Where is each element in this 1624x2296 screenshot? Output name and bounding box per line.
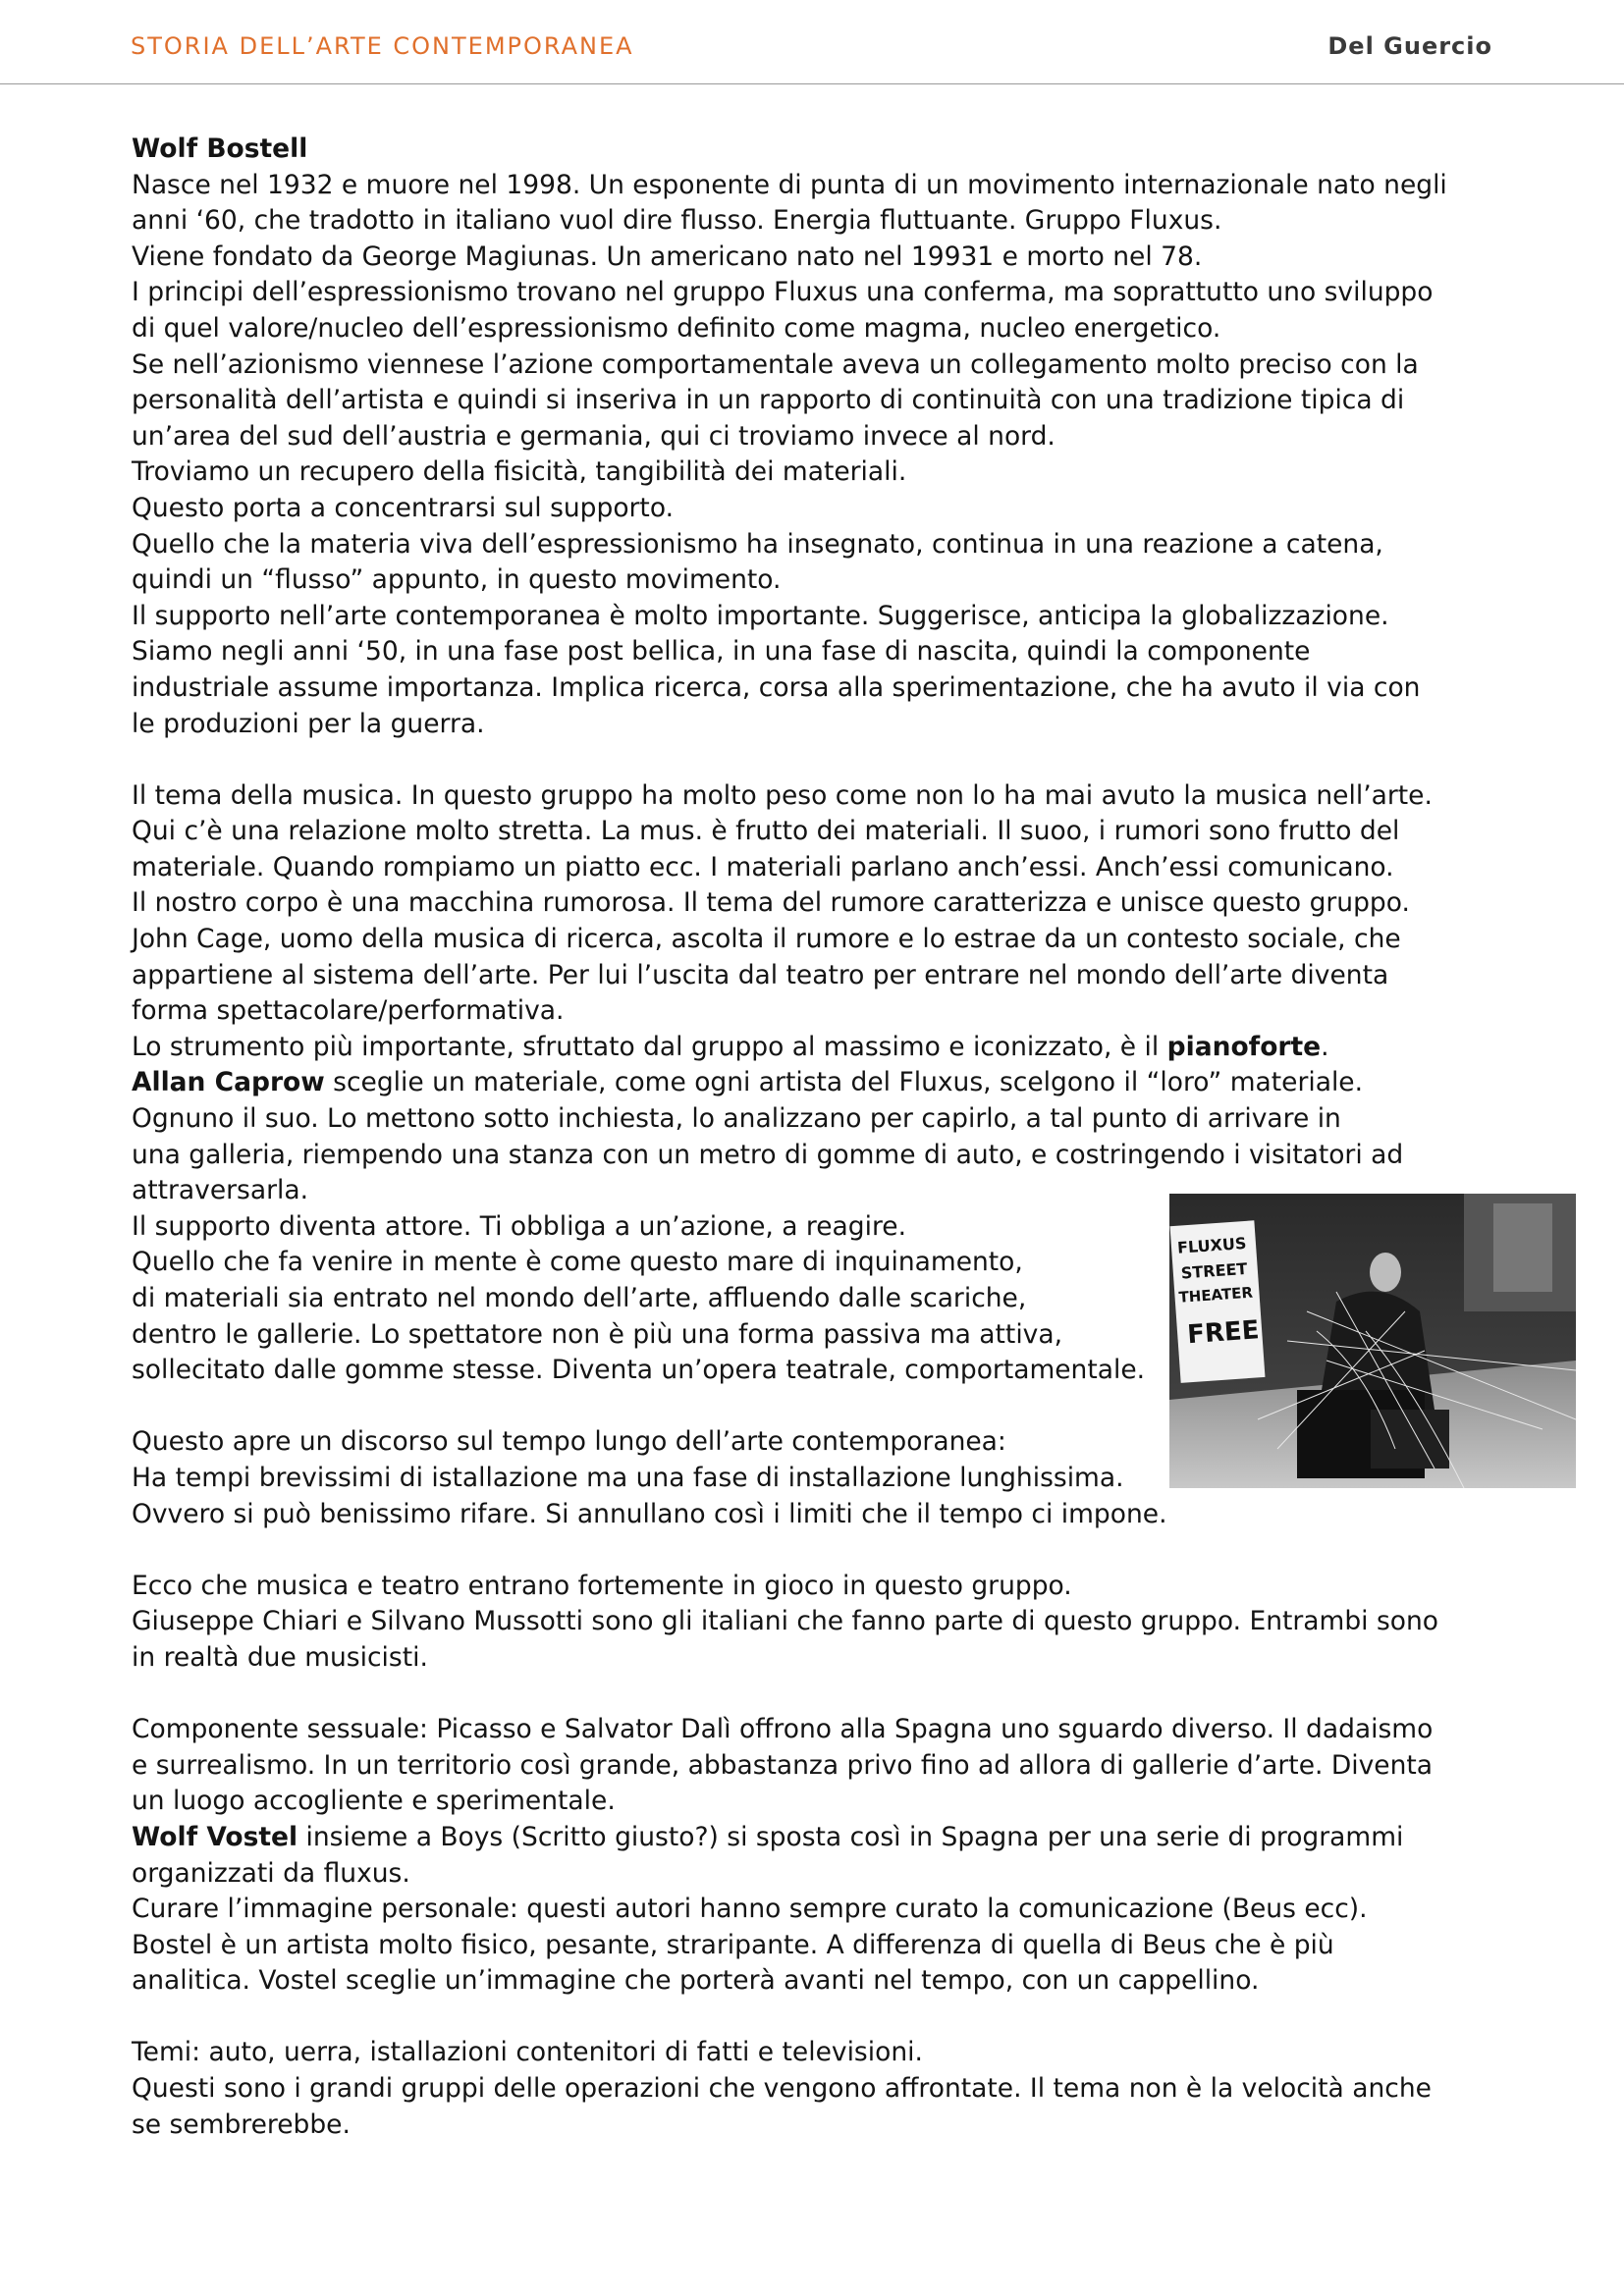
text-line: Ha tempi brevissimi di istallazione ma una fase di installazione lunghissima. bbox=[132, 1462, 1124, 1493]
text-line: Troviamo un recupero della fisicità, tangibilità dei materiali. bbox=[132, 456, 907, 488]
text-line: Wolf Vostel insieme a Boys (Scritto giusto?) si sposta così in Spagna per una serie di programmi bbox=[132, 1821, 1404, 1852]
text-line: Se nell’azionismo viennese l’azione comportamentale aveva un collegamento molto preciso con la bbox=[132, 348, 1419, 380]
text-line: Questi sono i grandi gruppi delle operazioni che vengono affrontate. Il tema non è la velocità anche bbox=[132, 2073, 1432, 2105]
text-line: se sembrerebbe. bbox=[132, 2109, 351, 2140]
text-line: Il tema della musica. In questo gruppo ha molto peso come non lo ha mai avuto la musica nell’arte. bbox=[132, 779, 1433, 811]
text-line: Bostel è un artista molto fisico, pesante, straripante. A differenza di quella di Beus che è più bbox=[132, 1929, 1334, 1960]
text-line: di quel valore/nucleo dell’espressionismo definito come magma, nucleo energetico. bbox=[132, 312, 1221, 344]
text-line: forma spettacolare/performativa. bbox=[132, 995, 565, 1027]
text-line: Siamo negli anni ‘50, in una fase post bellica, in una fase di nascita, quindi la componente bbox=[132, 636, 1311, 667]
svg-text:FREE: FREE bbox=[1186, 1315, 1261, 1351]
text-line: Quello che la materia viva dell’espressionismo ha insegnato, continua in una reazione a catena, bbox=[132, 528, 1383, 560]
text-line: Curare l’immagine personale: questi autori hanno sempre curato la comunicazione (Beus ecc). bbox=[132, 1894, 1368, 1925]
svg-text:THEATER: THEATER bbox=[1177, 1283, 1254, 1307]
author-name: Del Guercio bbox=[1327, 32, 1492, 60]
svg-text:FLUXUS: FLUXUS bbox=[1176, 1233, 1247, 1257]
text-line: dentro le gallerie. Lo spettatore non è più una forma passiva ma attiva, bbox=[132, 1318, 1063, 1350]
text-line: organizzati da fluxus. bbox=[132, 1857, 410, 1889]
text-line: in realtà due musicisti. bbox=[132, 1641, 428, 1673]
text-line: e surrealismo. In un territorio così grande, abbastanza privo fino ad allora di gallerie d’arte. Diventa bbox=[132, 1749, 1434, 1781]
text-line: Giuseppe Chiari e Silvano Mussotti sono gli italiani che fanno parte di questo gruppo. Entrambi sono bbox=[132, 1606, 1438, 1637]
text-line: sollecitato dalle gomme stesse. Diventa un’opera teatrale, comportamentale. bbox=[132, 1355, 1146, 1386]
section-title: Wolf Bostell bbox=[132, 133, 308, 164]
text-line: quindi un “flusso” appunto, in questo movimento. bbox=[132, 564, 782, 596]
text-line: anni ‘60, che tradotto in italiano vuol dire flusso. Energia fluttuante. Gruppo Fluxus. bbox=[132, 205, 1222, 237]
text-line: Ovvero si può benissimo rifare. Si annullano così i limiti che il tempo ci impone. bbox=[132, 1498, 1167, 1529]
text-line: Ognuno il suo. Lo mettono sotto inchiesta, lo analizzano per capirlo, a tal punto di arrivare in bbox=[132, 1103, 1341, 1135]
text-line: Nasce nel 1932 e muore nel 1998. Un esponente di punta di un movimento internazionale nato negli bbox=[132, 169, 1447, 200]
text-line: Componente sessuale: Picasso e Salvator Dalì offrono alla Spagna uno sguardo diverso. Il dadaismo bbox=[132, 1714, 1434, 1745]
text-line: industriale assume importanza. Implica ricerca, corsa alla sperimentazione, che ha avuto il via con bbox=[132, 671, 1421, 703]
text-line: Il nostro corpo è una macchina rumorosa. Il tema del rumore caratterizza e unisce questo gruppo. bbox=[132, 887, 1410, 919]
paragraph-spacer bbox=[132, 1677, 1506, 1713]
text-line: Il supporto nell’arte contemporanea è molto importante. Suggerisce, anticipa la globalizzazione. bbox=[132, 600, 1389, 631]
text-line: John Cage, uomo della musica di ricerca, ascolta il rumore e lo estrae da un contesto sociale, che bbox=[132, 924, 1401, 955]
text-line: Il supporto diventa attore. Ti obbliga a un’azione, a reagire. bbox=[132, 1210, 907, 1242]
text-line: Viene fondato da George Magiunas. Un americano nato nel 19931 e morto nel 78. bbox=[132, 240, 1203, 272]
text-line: Questo porta a concentrarsi sul supporto. bbox=[132, 492, 674, 523]
text-line: un luogo accogliente e sperimentale. bbox=[132, 1786, 616, 1817]
fluxus-sign bbox=[1170, 1220, 1266, 1383]
text-line: Qui c’è una relazione molto stretta. La mus. è frutto dei materiali. Il suoo, i rumori sono frutto del bbox=[132, 816, 1400, 847]
text-line: personalità dell’artista e quindi si inseriva in un rapporto di continuità con una tradizione tipica di bbox=[132, 385, 1405, 416]
text-line: Allan Caprow sceglie un materiale, come ogni artista del Fluxus, scelgono il “loro” materiale. bbox=[132, 1067, 1364, 1098]
text-line: le produzioni per la guerra. bbox=[132, 708, 485, 739]
text-line: di materiali sia entrato nel mondo dell’arte, affluendo dalle scariche, bbox=[132, 1283, 1027, 1313]
text-line: Lo strumento più importante, sfruttato dal gruppo al massimo e iconizzato, è il pianoforte. bbox=[132, 1031, 1329, 1062]
text-line: I principi dell’espressionismo trovano nel gruppo Fluxus una conferma, ma soprattutto uno sviluppo bbox=[132, 277, 1434, 308]
document-body bbox=[132, 132, 1506, 2143]
text-line: Temi: auto, uerra, istallazioni contenitori di fatti e televisioni. bbox=[132, 2037, 923, 2068]
paragraph-spacer bbox=[132, 1532, 1506, 1569]
course-title: STORIA DELL’ARTE CONTEMPORANEA bbox=[131, 32, 634, 60]
svg-text:STREET: STREET bbox=[1180, 1258, 1248, 1283]
text-line: materiale. Quando rompiamo un piatto ecc. I materiali parlano anch’essi. Anch’essi comunicano. bbox=[132, 851, 1394, 882]
text-line: analitica. Vostel sceglie un’immagine che porterà avanti nel tempo, con un cappellino. bbox=[132, 1965, 1260, 1997]
paragraph-spacer bbox=[132, 2000, 1506, 2036]
text-line: attraversarla. bbox=[132, 1175, 309, 1206]
page-header bbox=[0, 0, 1624, 84]
text-line: Quello che fa venire in mente è come questo mare di inquinamento, bbox=[132, 1247, 1023, 1278]
text-line: Ecco che musica e teatro entrano fortemente in gioco in questo gruppo. bbox=[132, 1570, 1072, 1601]
text-line: un’area del sud dell’austria e germania, qui ci troviamo invece al nord. bbox=[132, 420, 1056, 452]
text-line: una galleria, riempendo una stanza con un metro di gomme di auto, e costringendo i visitatori ad bbox=[132, 1139, 1404, 1170]
fluxus-street-theater-photo bbox=[1169, 1194, 1576, 1488]
paragraph-spacer bbox=[132, 742, 1506, 778]
text-line: appartiene al sistema dell’arte. Per lui l’uscita dal teatro per entrare nel mondo dell’arte diventa bbox=[132, 959, 1389, 990]
text-line: Questo apre un discorso sul tempo lungo dell’arte contemporanea: bbox=[132, 1426, 1006, 1458]
